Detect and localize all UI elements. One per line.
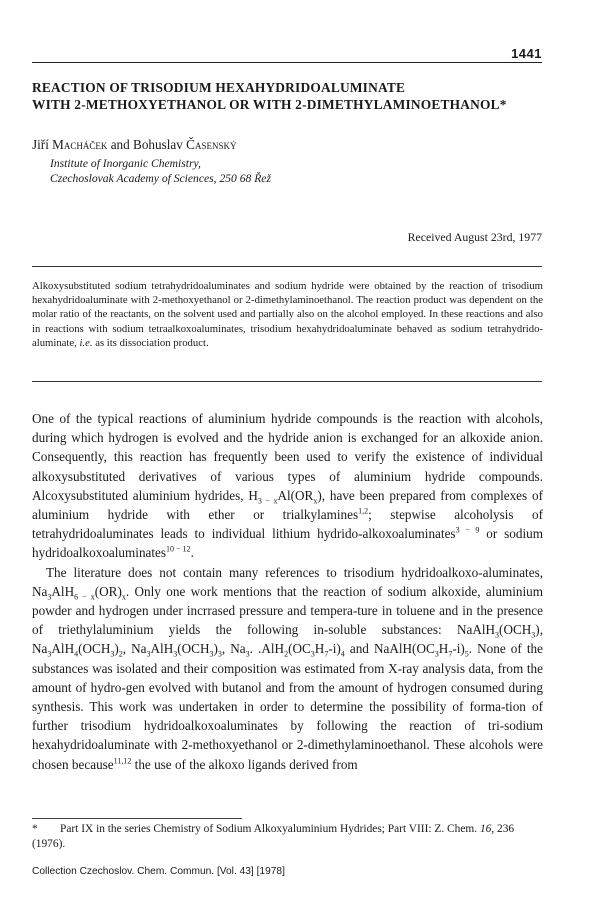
title-line-2: WITH 2-METHOXYETHANOL OR WITH 2-DIMETHYLAMINOETHANOL* bbox=[32, 97, 507, 112]
abstract bbox=[32, 279, 543, 350]
body-text bbox=[32, 409, 543, 774]
abstract-ie: i.e. bbox=[79, 336, 93, 349]
footnote-marker: * bbox=[32, 823, 38, 835]
abstract-text-2: as its dissociation product. bbox=[92, 336, 209, 349]
authors bbox=[32, 137, 236, 153]
page-number: 1441 bbox=[511, 46, 542, 61]
author-1-last: Macháček bbox=[52, 137, 108, 152]
author-and: and bbox=[107, 137, 134, 152]
affiliation-line-1: Institute of Inorganic Chemistry, bbox=[50, 157, 201, 170]
footnote-text: Part IX in the series Chemistry of Sodium Alkoxyaluminium Hydrides; Part VIII: Z. Chem. bbox=[60, 823, 480, 835]
footnote-rule bbox=[32, 818, 242, 819]
author-2-first: Bohuslav bbox=[133, 137, 187, 152]
footnote bbox=[32, 822, 543, 852]
header-rule bbox=[32, 62, 542, 63]
abstract-bottom-rule bbox=[32, 381, 542, 382]
affiliation-line-2: Czechoslovak Academy of Sciences, 250 68 Řež bbox=[50, 171, 271, 185]
journal-footer: Collection Czechoslov. Chem. Commun. [Vol. 43] [1978] bbox=[32, 866, 285, 877]
footnote-rest: , 236 (1976). bbox=[32, 823, 515, 850]
author-2-last: Časenský bbox=[186, 137, 237, 152]
received-date: Received August 23rd, 1977 bbox=[407, 230, 542, 244]
abstract-top-rule bbox=[32, 266, 542, 267]
footnote-volume: 16 bbox=[479, 823, 492, 835]
title-line-1: REACTION OF TRISODIUM HEXAHYDRIDOALUMINATE bbox=[32, 80, 406, 95]
author-1-first: Jiří bbox=[32, 137, 53, 152]
body-paragraph-2: The literature does not contain many references to trisodium hydridoalkoxo-aluminates, $Na_3AlH_{6 - x}(OR)_x$. Only one work mentions that the reaction of sodium alkoxide, aluminium powder and hydrogen under incrrased pressure and tempera-ture in toluene and in the presence of triethylaluminium yields the following in-soluble substances: $NaAlH_3(OCH_3)$, $Na_3AlH_4(OCH_3)_2$, $Na_3AlH_3(OCH_3)_3$, $Na_3$. $.AlH_2(OC_3H_7-i)_4$ and $NaAlH(OC_3H_7-i)_5$. None of the substances was isolated and their composition was estimated from X-ray analysis data, from the amount of hydro-gen evolved with butanol and from the amount of hydrogen consumed during synthesis. This work was undertaken in order to determine the possibility of forma-tion of further trisodium hydridoalkoxoaluminates by following the reaction of tri-sodium hexahydridoaluminate with 2-methoxyethanol or 2-dimethylaminoethanol. These alcohols were chosen because$^{11,12}$ the use of the alkoxo ligands derived from bbox=[32, 564, 543, 772]
body-paragraph-1: One of the typical reactions of aluminium hydride compounds is the reaction with alcohols, during which hydrogen is evolved and the hydride anion is exchanged for an alkoxide anion. Consequently, this reaction has frequently been used to verify the existence of individual alkoxysubstituted derivatives of various types of aluminium hydride compounds. Alcoxysubstituted aluminium hydrides, $H_{3 - x}Al(OR_x)$, have been prepared from complexes of aluminium hydride with ether or trialkylamines$^{1,2}$; stepwise alcoholysis of tetrahydridoaluminates leads to individual lithium hydrido-alkoxoaluminates$^{3 - 9}$ or sodium hydridoalkoxoaluminates$^{10 - 12}$. bbox=[32, 411, 544, 561]
article-title bbox=[32, 79, 552, 113]
affiliation bbox=[50, 157, 271, 186]
abstract-text-1: Alkoxysubstituted sodium tetrahydridoaluminates and sodium hydride were obtained by the reaction of trisodium hexahydridoaluminate with 2-methoxyethanol or 2-dimethylaminoethanol. The reaction product was dependent on the molar ratio of the reactants, on the solvent used and partially also on the alcohol employed. In these reactions and also in reactions with sodium tetraalkoxoaluminates, trisodium hexahydridoaluminate behaved as sodium tetrahydrido-aluminate, bbox=[32, 280, 543, 349]
